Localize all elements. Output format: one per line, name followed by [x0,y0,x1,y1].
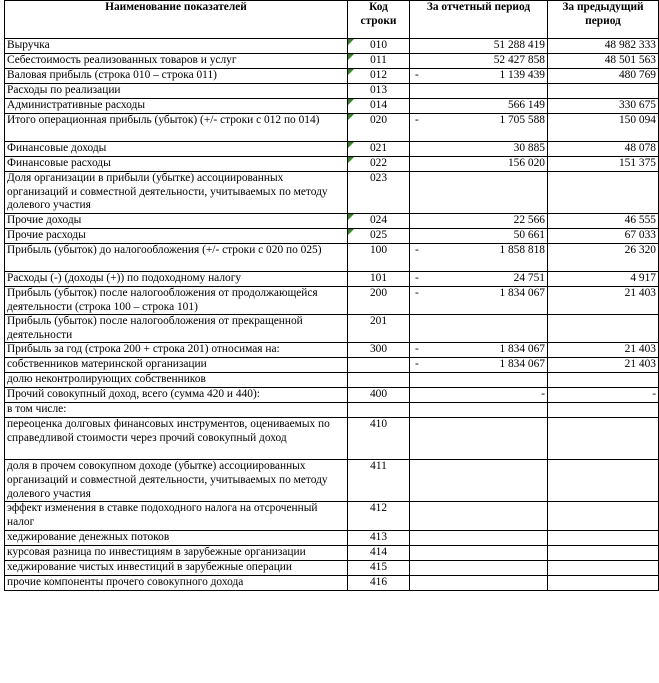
current-period-value [410,418,548,460]
current-period-value [410,214,548,229]
previous-period-value [548,229,659,244]
indicator-name: хеджирование чистых инвестиций в зарубежные операции [5,560,348,575]
table-row [5,54,659,69]
indicator-name: Прочие расходы [5,229,348,244]
header-name: Наименование показателей [5,1,348,39]
current-period-value [410,343,548,358]
current-period-value [410,460,548,502]
current-sign: - [415,69,419,81]
indicator-name: прочие компоненты прочего совокупного дохода [5,575,348,590]
line-code: 410 [348,418,410,460]
indicator-name: эффект изменения в ставке подоходного налога на отсроченный налог [5,502,348,530]
current-sign: - [415,272,419,284]
indicator-name: Себестоимость реализованных товаров и услуг [5,54,348,69]
current-amount: 1 834 067 [499,287,545,299]
previous-period-value [548,287,659,315]
previous-amount: 48 078 [624,142,656,154]
current-amount: - [541,388,545,401]
current-amount: 24 751 [513,272,545,284]
indicator-name: переоценка долговых финансовых инструментов, оцениваемых по справедливой стоимости через прочий совокупный доход [5,418,348,460]
current-period-value [410,229,548,244]
previous-period-value [548,54,659,69]
line-code: 300 [348,343,410,358]
table-row [5,214,659,229]
previous-period-value [548,172,659,214]
previous-period-value [548,575,659,590]
current-sign: - [415,244,419,256]
current-sign [412,157,415,171]
previous-amount: 4 917 [630,272,656,284]
previous-period-value [548,315,659,343]
table-row [5,244,659,272]
table-row [5,69,659,84]
table-row [5,403,659,418]
table-row [5,373,659,388]
current-period-value [410,172,548,214]
current-sign [412,142,415,156]
header-previous-period: За предыдущий период [548,1,659,39]
current-amount: 1 139 439 [499,69,545,81]
previous-period-value [548,373,659,388]
current-period-value [410,84,548,99]
indicator-name: доля в прочем совокупном доходе (убытке) ассоциированных организаций и совместной деятельности, учитываемых по методу долевого участия [5,460,348,502]
current-period-value [410,530,548,545]
current-period-value [410,244,548,272]
previous-period-value [548,358,659,373]
previous-amount: - [652,388,656,401]
line-code: 412 [348,502,410,530]
line-code: 400 [348,388,410,403]
previous-period-value [548,84,659,99]
current-sign: - [415,358,419,371]
line-code: 020 [348,114,410,142]
previous-period-value [548,244,659,272]
current-period-value [410,373,548,388]
line-code: 101 [348,272,410,287]
table-row [5,157,659,172]
line-code: 012 [348,69,410,84]
previous-amount: 21 403 [624,343,656,356]
indicator-name: Расходы по реализации [5,84,348,99]
line-code [348,358,410,373]
indicator-name: долю неконтролирующих собственников [5,373,348,388]
current-amount: 30 885 [513,142,545,154]
current-period-value [410,99,548,114]
current-sign: - [415,287,419,299]
previous-period-value [548,418,659,460]
current-amount: 50 661 [513,229,545,241]
indicator-name: Итого операционная прибыль (убыток) (+/- строки с 012 по 014) [5,114,348,142]
table-row [5,418,659,460]
previous-period-value [548,343,659,358]
previous-amount: 21 403 [624,287,656,299]
current-sign [412,39,415,53]
line-code: 011 [348,54,410,69]
previous-amount: 67 033 [624,229,656,241]
current-sign [412,214,415,228]
current-sign: - [415,114,419,126]
previous-amount: 48 982 333 [604,39,656,51]
header-current-period: За отчетный период [410,1,548,39]
line-code: 200 [348,287,410,315]
current-period-value [410,54,548,69]
current-period-value [410,114,548,142]
indicator-name: Прибыль (убыток) после налогообложения от продолжающейся деятельности (строка 100 – строка 101) [5,287,348,315]
table-row [5,142,659,157]
current-period-value [410,545,548,560]
indicator-name: Прибыль (убыток) до налогообложения (+/- строки с 020 по 025) [5,244,348,272]
previous-amount: 46 555 [624,214,656,226]
current-period-value [410,502,548,530]
header-row [5,1,659,39]
current-period-value [410,272,548,287]
current-sign [412,388,415,402]
current-amount: 1 834 067 [499,358,545,371]
previous-period-value [548,114,659,142]
line-code: 022 [348,157,410,172]
line-code: 025 [348,229,410,244]
indicator-name: Расходы (-) (доходы (+)) по подоходному налогу [5,272,348,287]
table-row [5,99,659,114]
current-amount: 22 566 [513,214,545,226]
previous-amount: 330 675 [618,99,656,111]
indicator-name: Валовая прибыль (строка 010 – строка 011) [5,69,348,84]
previous-period-value [548,545,659,560]
previous-amount: 480 769 [618,69,656,81]
line-code [348,403,410,418]
table-row [5,575,659,590]
previous-period-value [548,39,659,54]
table-row [5,545,659,560]
line-code [348,373,410,388]
current-period-value [410,157,548,172]
table-row [5,229,659,244]
previous-period-value [548,157,659,172]
current-sign [412,54,415,68]
previous-period-value [548,69,659,84]
current-period-value [410,403,548,418]
line-code: 010 [348,39,410,54]
table-row [5,560,659,575]
line-code: 021 [348,142,410,157]
table-row [5,502,659,530]
previous-period-value [548,214,659,229]
line-code: 413 [348,530,410,545]
indicator-name: Административные расходы [5,99,348,114]
current-sign: - [415,343,419,356]
previous-period-value [548,142,659,157]
table-row [5,39,659,54]
previous-period-value [548,530,659,545]
indicator-name: Прибыль за год (строка 200 + строка 201) относимая на: [5,343,348,358]
line-code: 415 [348,560,410,575]
previous-period-value [548,502,659,530]
line-code: 416 [348,575,410,590]
current-period-value [410,575,548,590]
indicator-name: Финансовые доходы [5,142,348,157]
current-amount: 51 288 419 [493,39,545,51]
line-code: 100 [348,244,410,272]
current-amount: 1 858 818 [499,244,545,256]
previous-amount: 26 320 [624,244,656,256]
table-row [5,114,659,142]
current-amount: 566 149 [507,99,545,111]
indicator-name: хеджирование денежных потоков [5,530,348,545]
header-code: Код строки [348,1,410,39]
previous-period-value [548,403,659,418]
table-row [5,272,659,287]
line-code: 414 [348,545,410,560]
line-code: 014 [348,99,410,114]
previous-amount: 21 403 [624,358,656,371]
line-code: 201 [348,315,410,343]
previous-period-value [548,99,659,114]
income-statement-table [4,0,659,591]
current-amount: 156 020 [507,157,545,169]
indicator-name: курсовая разница по инвестициям в зарубежные организации [5,545,348,560]
current-period-value [410,358,548,373]
current-period-value [410,287,548,315]
line-code: 013 [348,84,410,99]
current-period-value [410,39,548,54]
table-body [5,39,659,591]
current-period-value [410,388,548,403]
indicator-name: Доля организации в прибыли (убытке) ассоциированных организаций и совместной деятельности, учитываемых по методу долевого участия [5,172,348,214]
table-row [5,460,659,502]
current-sign [412,99,415,113]
table-row [5,315,659,343]
previous-amount: 48 501 563 [604,54,656,66]
line-code: 411 [348,460,410,502]
current-period-value [410,69,548,84]
current-amount: 1 834 067 [499,343,545,356]
table-row [5,530,659,545]
previous-period-value [548,560,659,575]
table-row [5,287,659,315]
table-row [5,172,659,214]
indicator-name: в том числе: [5,403,348,418]
previous-period-value [548,272,659,287]
current-amount: 52 427 858 [493,54,545,66]
indicator-name: Прочие доходы [5,214,348,229]
indicator-name: Прочий совокупный доход, всего (сумма 420 и 440): [5,388,348,403]
current-period-value [410,560,548,575]
line-code: 023 [348,172,410,214]
indicator-name: Выручка [5,39,348,54]
indicator-name: Финансовые расходы [5,157,348,172]
previous-period-value [548,388,659,403]
current-period-value [410,315,548,343]
table-row [5,84,659,99]
current-sign [412,229,415,243]
table-row [5,343,659,358]
line-code: 024 [348,214,410,229]
table-row [5,388,659,403]
indicator-name: Прибыль (убыток) после налогообложения от прекращенной деятельности [5,315,348,343]
indicator-name: собственников материнской организации [5,358,348,373]
current-period-value [410,142,548,157]
previous-period-value [548,460,659,502]
current-amount: 1 705 588 [499,114,545,126]
previous-amount: 151 375 [618,157,656,169]
table-row [5,358,659,373]
previous-amount: 150 094 [618,114,656,126]
